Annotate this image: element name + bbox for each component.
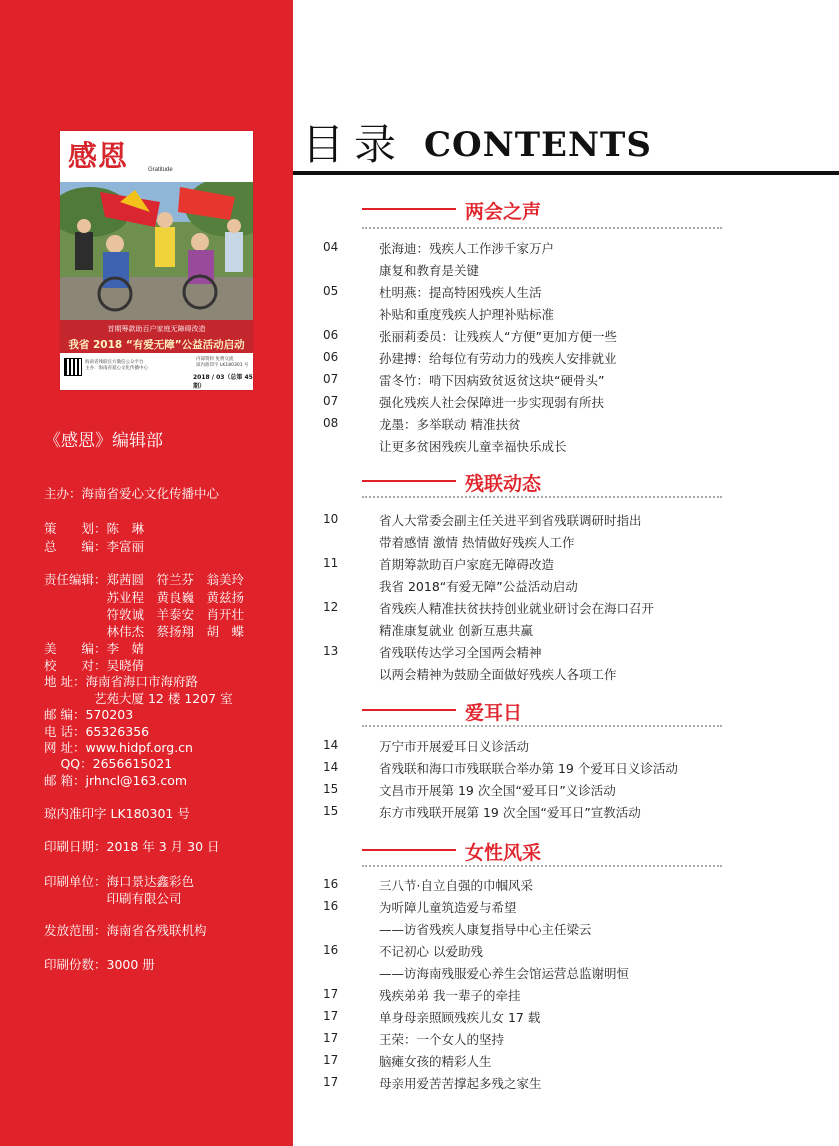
toc-page: 13 — [323, 644, 339, 658]
toc-title: 母亲用爱苦苦撑起多残之家生 — [379, 1076, 542, 1091]
permit-line: 琼内准印字 LK180301 号 — [44, 806, 190, 821]
toc-entry[interactable] — [293, 984, 839, 1006]
toc-entry[interactable] — [293, 1050, 839, 1072]
section-dotted-rule — [362, 496, 722, 498]
toc-page: 06 — [323, 350, 339, 364]
section-title: 残联动态 — [465, 473, 542, 495]
toc-entry[interactable] — [293, 435, 839, 457]
toc-page: 11 — [323, 556, 339, 570]
toc-title: 首期筹款助百户家庭无障碍改造 — [379, 557, 555, 572]
cover-subtitle: Gratitude — [148, 167, 173, 173]
toc-entry[interactable] — [293, 369, 839, 391]
toc-entry[interactable] — [293, 303, 839, 325]
masthead-panel — [0, 0, 293, 1146]
section-title: 爱耳日 — [465, 702, 523, 724]
toc-title: 以两会精神为鼓励全面做好残疾人各项工作 — [379, 667, 617, 682]
website-line: 网 址：www.hidpf.org.cn — [44, 740, 193, 755]
section-dotted-rule — [362, 865, 722, 867]
proofreader-line: 校 对：吴晓倩 — [44, 658, 145, 673]
editors-line-4: 林伟杰 蔡扬翔 胡 蝶 — [44, 624, 245, 639]
cover-headline-band — [60, 320, 253, 353]
toc-page: 15 — [323, 782, 339, 796]
magazine-cover[interactable] — [60, 131, 253, 390]
toc-entry[interactable] — [293, 597, 839, 619]
toc-title: 带着感情 激情 热情做好残疾人工作 — [379, 535, 575, 550]
toc-page: 16 — [323, 943, 339, 957]
printer-line-1: 印刷单位：海口景达鑫彩色 — [44, 874, 195, 889]
toc-title: 为听障儿童筑造爱与希望 — [379, 900, 517, 915]
toc-title: 张丽莉委员：让残疾人“方便”更加方便一些 — [379, 329, 617, 344]
qq-line: QQ：2656615021 — [44, 756, 173, 771]
planner-line: 策 划：陈 琳 — [44, 521, 145, 536]
toc-page: 06 — [323, 328, 339, 342]
section-dotted-rule — [362, 725, 722, 727]
toc-title: 王荣：一个女人的坚持 — [379, 1032, 505, 1047]
email-line: 邮 箱：jrhncl@163.com — [44, 773, 188, 788]
toc-title: 张海迪：残疾人工作涉千家万户 — [379, 241, 555, 256]
toc-title: 不记初心 以爱助残 — [379, 944, 483, 959]
cover-footer-right: 内部资料 免费交流 琼内准印字 LK180301 号 — [196, 357, 249, 368]
editors-line-1: 责任编辑：郑茜圆 符兰芬 翁美玲 — [44, 572, 245, 587]
print-date-line: 印刷日期：2018 年 3 月 30 日 — [44, 839, 220, 854]
toc-entry[interactable] — [293, 413, 839, 435]
toc-page: 17 — [323, 1075, 339, 1089]
cover-issue: 2018 / 03（总第 45 期） — [193, 374, 253, 390]
toc-page: 17 — [323, 987, 339, 1001]
section-accent-line — [362, 208, 456, 210]
contents-title-cn: 目录 — [302, 120, 407, 169]
toc-entry[interactable] — [293, 531, 839, 553]
toc-entry[interactable] — [293, 1072, 839, 1094]
toc-page: 16 — [323, 877, 339, 891]
section-title: 女性风采 — [465, 842, 542, 864]
section-accent-line — [362, 709, 456, 711]
toc-entry[interactable] — [293, 896, 839, 918]
toc-title: ——访海南残服爱心养生会馆运营总监谢明恒 — [379, 966, 630, 981]
toc-title: 省残疾人精准扶贫扶持创业就业研讨会在海口召开 — [379, 601, 655, 616]
qr-code-icon — [65, 359, 81, 375]
toc-entry[interactable] — [293, 509, 839, 531]
toc-title: 东方市残联开展第 19 次全国“爱耳日”宣教活动 — [379, 805, 641, 820]
toc-title: 省残联传达学习全国两会精神 — [379, 645, 542, 660]
title-divider — [293, 171, 839, 175]
toc-page: 17 — [323, 1053, 339, 1067]
toc-title: 雷冬竹：啃下因病致贫返贫这块“硬骨头” — [379, 373, 605, 388]
section-accent-line — [362, 849, 456, 851]
toc-title: 强化残疾人社会保障进一步实现弱有所扶 — [379, 395, 605, 410]
toc-title: 孙建搏：给每位有劳动力的残疾人安排就业 — [379, 351, 617, 366]
editors-line-3: 符敦诚 羊泰安 肖开壮 — [44, 607, 245, 622]
toc-entry[interactable] — [293, 940, 839, 962]
toc-title: 残疾弟弟 我一辈子的牵挂 — [379, 988, 521, 1003]
toc-title: ——访省残疾人康复指导中心主任梁云 — [379, 922, 592, 937]
cover-headline-1: 首期筹款助百户家庭无障碍改造 — [107, 325, 206, 333]
toc-page: 05 — [323, 284, 339, 298]
toc-entry[interactable] — [293, 779, 839, 801]
phone-line: 电 话：65326356 — [44, 724, 150, 739]
section-accent-line — [362, 480, 456, 482]
toc-page: 14 — [323, 760, 339, 774]
toc-entry[interactable] — [293, 1028, 839, 1050]
toc-title: 康复和教育是关键 — [379, 263, 480, 278]
toc-entry[interactable] — [293, 391, 839, 413]
toc-entry[interactable] — [293, 347, 839, 369]
toc-entry[interactable] — [293, 553, 839, 575]
toc-page: 12 — [323, 600, 339, 614]
toc-entry[interactable] — [293, 641, 839, 663]
editors-line-2: 苏业程 黄良巍 黄兹扬 — [44, 590, 245, 605]
toc-entry[interactable] — [293, 962, 839, 984]
cover-footer — [60, 353, 253, 390]
cover-headline-2: 我省 2018 “有爱无障”公益活动启动 — [68, 339, 245, 351]
toc-page: 07 — [323, 394, 339, 408]
contents-title-en: CONTENTS — [424, 125, 652, 165]
toc-title: 文昌市开展第 19 次全国“爱耳日”义诊活动 — [379, 783, 616, 798]
toc-entry[interactable] — [293, 281, 839, 303]
toc-entry[interactable] — [293, 918, 839, 940]
editorial-department: 《感恩》编辑部 — [44, 431, 163, 451]
toc-entry[interactable] — [293, 757, 839, 779]
toc-entry[interactable] — [293, 575, 839, 597]
postcode-line: 邮 编：570203 — [44, 707, 134, 722]
toc-title: 补贴和重度残疾人护理补贴标准 — [379, 307, 555, 322]
copies-line: 印刷份数：3000 册 — [44, 957, 155, 972]
address-line-1: 地 址：海南省海口市海府路 — [44, 674, 198, 689]
cover-footer-left: 海南省残联官方微信公众平台 主办：海南省爱心文化传播中心 — [85, 360, 148, 371]
toc-title: 单身母亲照顾残疾儿女 17 载 — [379, 1010, 541, 1025]
cover-title: 感恩 — [68, 139, 129, 173]
section-title: 两会之声 — [465, 201, 542, 223]
toc-entry[interactable] — [293, 874, 839, 896]
toc-page: 15 — [323, 804, 339, 818]
toc-page: 14 — [323, 738, 339, 752]
toc-title: 三八节·自立自强的巾帼风采 — [379, 878, 533, 893]
toc-entry[interactable] — [293, 325, 839, 347]
section-dotted-rule — [362, 227, 722, 229]
toc-entry[interactable] — [293, 735, 839, 757]
toc-title: 脑瘫女孩的精彩人生 — [379, 1054, 492, 1069]
toc-page: 10 — [323, 512, 339, 526]
toc-title: 龙墨：多举联动 精准扶贫 — [379, 417, 521, 432]
toc-page: 08 — [323, 416, 339, 430]
toc-entry[interactable] — [293, 259, 839, 281]
toc-page: 04 — [323, 240, 339, 254]
toc-entry[interactable] — [293, 801, 839, 823]
host-line: 主办：海南省爱心文化传播中心 — [44, 486, 220, 501]
toc-page: 07 — [323, 372, 339, 386]
chief-editor-line: 总 编：李富丽 — [44, 539, 145, 554]
toc-entry[interactable] — [293, 1006, 839, 1028]
printer-line-2: 印刷有限公司 — [44, 891, 182, 906]
cover-photo — [60, 182, 253, 320]
toc-entry[interactable] — [293, 237, 839, 259]
toc-title: 省人大常委会副主任关进平到省残联调研时指出 — [379, 513, 642, 528]
toc-title: 让更多贫困残疾儿童幸福快乐成长 — [379, 439, 567, 454]
toc-page: 17 — [323, 1009, 339, 1023]
toc-title: 我省 2018“有爱无障”公益活动启动 — [379, 579, 578, 594]
toc-page: 16 — [323, 899, 339, 913]
address-line-2: 艺苑大厦 12 楼 1207 室 — [44, 691, 233, 706]
toc-entry[interactable] — [293, 663, 839, 685]
distribution-line: 发放范围：海南省各残联机构 — [44, 923, 207, 938]
toc-title: 精准康复就业 创新互惠共赢 — [379, 623, 533, 638]
toc-title: 万宁市开展爱耳日义诊活动 — [379, 739, 530, 754]
toc-entry[interactable] — [293, 619, 839, 641]
toc-title: 省残联和海口市残联联合举办第 19 个爱耳日义诊活动 — [379, 761, 678, 776]
art-editor-line: 美 编：李 婧 — [44, 641, 145, 656]
toc-page: 17 — [323, 1031, 339, 1045]
toc-title: 杜明燕：提高特困残疾人生活 — [379, 285, 542, 300]
